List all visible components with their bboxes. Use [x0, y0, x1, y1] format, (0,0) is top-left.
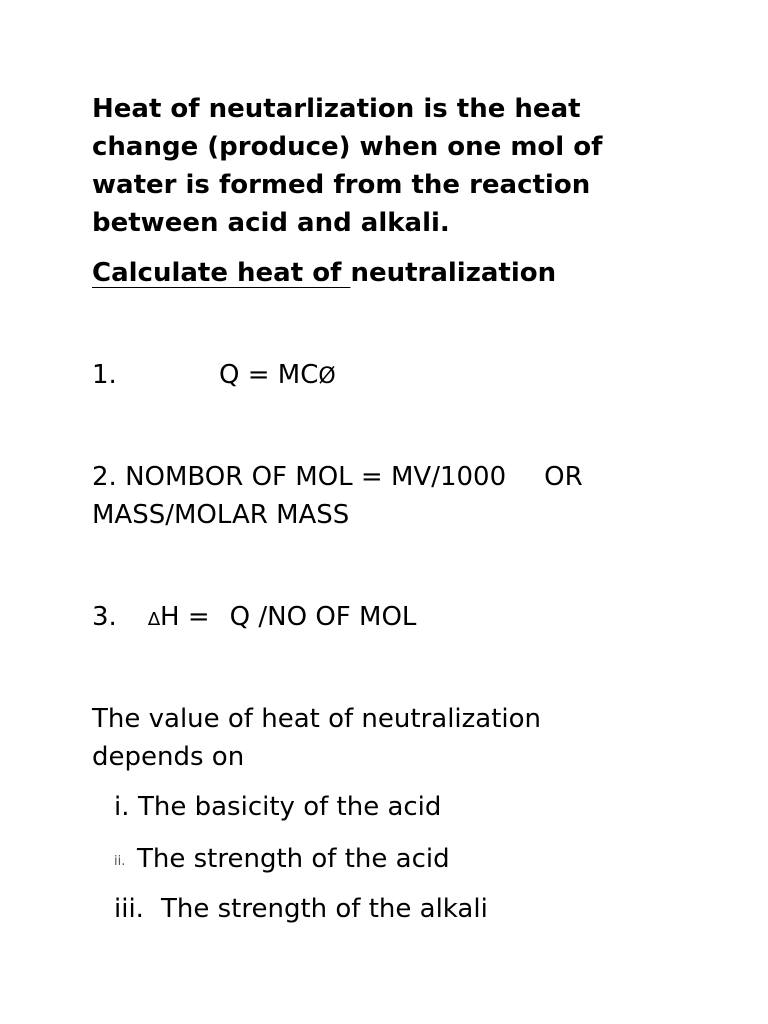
list-item-text: The basicity of the acid	[138, 792, 442, 822]
list-marker: i.	[114, 792, 130, 822]
step-1-formula: Q = MC	[219, 360, 319, 390]
delta-symbol: ∆	[148, 609, 161, 630]
list-marker: iii.	[114, 894, 144, 924]
step-1	[92, 356, 692, 396]
list-item	[114, 890, 488, 928]
step-2-alternative: OR MASS/MOLAR MASS	[92, 462, 583, 530]
step-3-formula-left: H =	[160, 602, 210, 632]
step-1-number: 1.	[92, 360, 117, 390]
list-item-text: The strength of the alkali	[161, 894, 488, 924]
step-3	[92, 598, 692, 639]
step-3-number: 3.	[92, 602, 117, 632]
heading-underlined-text: Calculate heat of	[92, 258, 351, 288]
list-item	[114, 788, 441, 826]
list-item	[114, 840, 450, 881]
list-marker: ii.	[114, 854, 126, 869]
step-3-formula-right: Q /NO OF MOL	[229, 602, 417, 632]
list-item-text: The strength of the acid	[137, 844, 450, 874]
step-2	[92, 458, 692, 534]
depends-paragraph: The value of heat of neutralization depends on	[92, 704, 542, 772]
step-1-symbol: Ø	[318, 364, 336, 389]
definition-paragraph: Heat of neutarlization is the heat change (produce) when one mol of water is formed from the reaction between acid and alkali.	[92, 94, 603, 238]
heading-rest-text: neutralization	[350, 258, 557, 288]
step-2-text: 2. NOMBOR OF MOL = MV/1000	[92, 462, 507, 492]
section-heading	[92, 254, 712, 292]
